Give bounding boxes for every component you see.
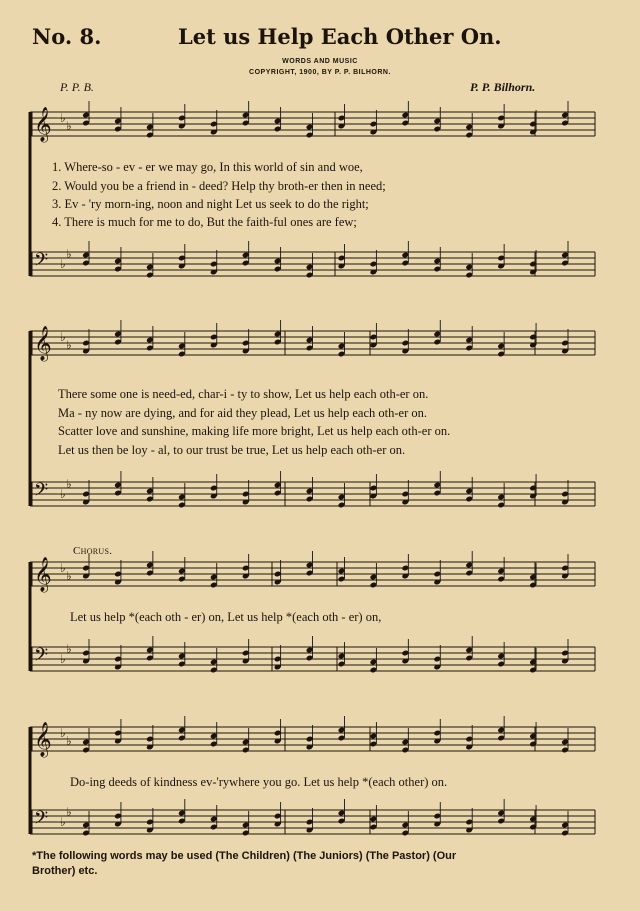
flat-sign: ♭ (66, 805, 72, 819)
verse-4-line-a: 4. There is much for me to do, But the faith-ful ones are few; (52, 215, 357, 229)
credit-words-music: WORDS AND MUSIC (282, 58, 358, 65)
flat-sign: ♭ (60, 652, 66, 666)
hymn-number: No. 8. (32, 24, 102, 49)
flat-sign: ♭ (66, 119, 72, 133)
flat-sign: ♭ (60, 330, 66, 344)
flat-sign: ♭ (66, 642, 72, 656)
flat-sign: ♭ (60, 726, 66, 740)
copyright-line: COPYRIGHT, 1900, BY P. P. BILHORN. (249, 69, 391, 76)
bass-clef: 𝄢 (34, 250, 49, 275)
verse-1-line-a: 1. Where-so - ev - er we may go, In this world of sin and woe, (52, 160, 363, 174)
bass-clef: 𝄢 (34, 645, 49, 670)
footnote-line-1: *The following words may be used (The Children) (The Juniors) (The Pastor) (Our (32, 850, 457, 862)
flat-sign: ♭ (60, 257, 66, 271)
flat-sign: ♭ (66, 477, 72, 491)
flat-sign: ♭ (66, 338, 72, 352)
treble-clef: 𝄞 (34, 722, 52, 757)
flat-sign: ♭ (66, 247, 72, 261)
chorus-line-2: Do-ing deeds of kindness ev-'rywhere you go. Let us help *(each other) on. (70, 775, 448, 789)
verse-3-line-b: Scatter love and sunshine, making life more bright, Let us help each oth-er on. (58, 424, 451, 438)
verse-2-line-b: Ma - ny now are dying, and for aid they plead, Let us help each oth-er on. (58, 406, 427, 420)
bass-clef: 𝄢 (34, 480, 49, 505)
hymn-title: Let us Help Each Other On. (178, 24, 502, 49)
lyricist: P. P. B. (60, 80, 94, 94)
verse-2-line-a: 2. Would you be a friend in - deed? Help thy broth-er then in need; (52, 179, 386, 193)
bass-clef: 𝄢 (34, 808, 49, 833)
flat-sign: ♭ (60, 815, 66, 829)
flat-sign: ♭ (60, 111, 66, 125)
treble-clef: 𝄞 (34, 557, 52, 592)
flat-sign: ♭ (60, 487, 66, 501)
footnote-line-2: Brother) etc. (32, 865, 98, 877)
verse-3-line-a: 3. Ev - 'ry morn-ing, noon and night Let us seek to do the right; (52, 197, 369, 211)
chorus-line-1: Let us help *(each oth - er) on, Let us help *(each oth - er) on, (70, 610, 382, 624)
treble-clef: 𝄞 (34, 326, 52, 361)
treble-clef: 𝄞 (34, 107, 52, 142)
composer: P. P. Bilhorn. (470, 80, 536, 94)
flat-sign: ♭ (60, 561, 66, 575)
chorus-label: Chorus. (73, 545, 113, 557)
flat-sign: ♭ (66, 734, 72, 748)
verse-1-line-b: There some one is need-ed, char-i - ty to show, Let us help each oth-er on. (58, 387, 429, 401)
flat-sign: ♭ (66, 569, 72, 583)
verse-4-line-b: Let us then be loy - al, to our trust be true, Let us help each oth-er on. (58, 443, 406, 457)
